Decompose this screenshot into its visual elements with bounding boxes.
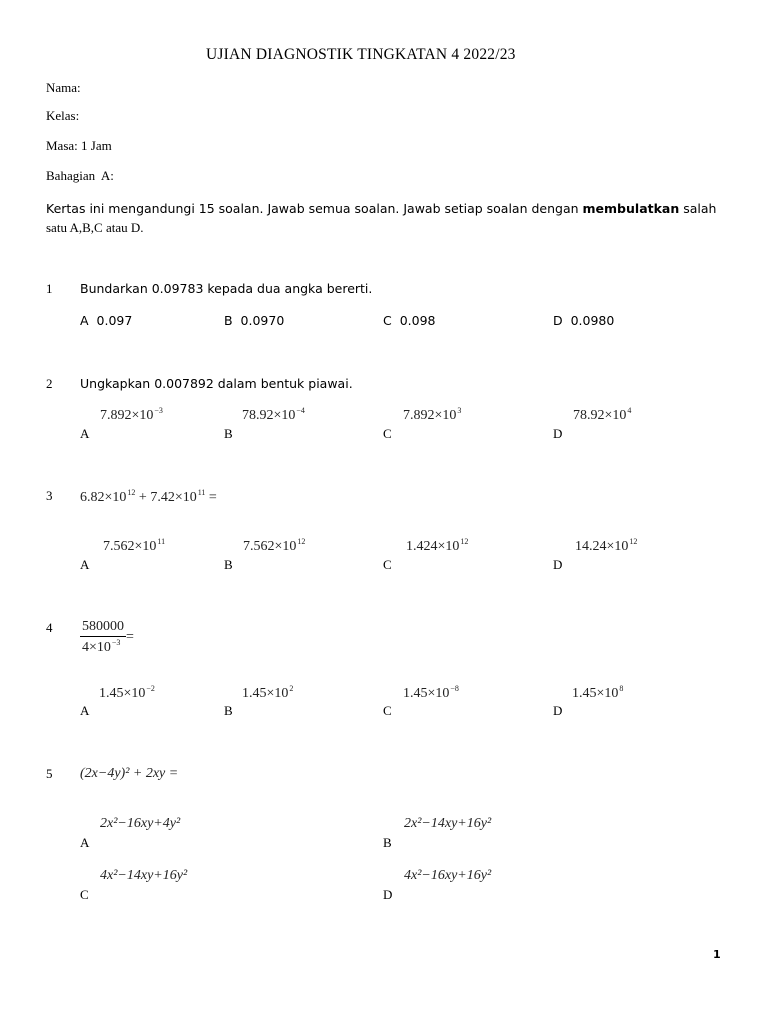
question-2-option-d[interactable]: D: [553, 426, 563, 441]
question-1-option-c[interactable]: [383, 313, 435, 328]
mantissa: 7.562: [243, 539, 275, 554]
question-4-option-c-expr: $1.45\times 10^{-8}$: [403, 684, 459, 701]
numerator: 580000: [80, 619, 126, 637]
question-1-number: 1: [46, 281, 53, 296]
exponent: 4: [627, 406, 632, 415]
question-5-option-b[interactable]: B: [383, 835, 392, 850]
exponent: 11: [197, 488, 206, 497]
exponent: −8: [450, 684, 459, 693]
mantissa: 7.892: [100, 408, 132, 423]
question-1-option-b[interactable]: [224, 313, 284, 328]
operator: +: [135, 490, 151, 505]
question-5-option-a[interactable]: A: [80, 835, 90, 850]
instructions: [46, 199, 716, 237]
question-3-option-a[interactable]: A: [80, 557, 90, 572]
exponent: 8: [619, 684, 624, 693]
mantissa: 78.92: [573, 408, 605, 423]
exponent: −2: [146, 684, 155, 693]
option-label: B: [224, 313, 233, 328]
question-5-option-c-expr: 4x²−14xy+16y²: [100, 868, 188, 883]
name-field-label: Nama:: [46, 80, 81, 95]
question-3-option-d-expr: $14.24\times 10^{12}$: [575, 537, 638, 554]
mantissa: 7.562: [103, 539, 135, 554]
mantissa: 1.424: [406, 539, 438, 554]
question-2-option-c-expr: $7.892\times 10^3$: [403, 406, 462, 423]
exponent: 12: [460, 537, 469, 546]
option-value: 0.097: [96, 313, 133, 328]
class-field-label: Kelas:: [46, 108, 80, 123]
question-5-option-c[interactable]: C: [80, 887, 89, 902]
question-3-option-c-expr: $1.424\times 10^{12}$: [406, 537, 469, 554]
exponent: 2: [289, 684, 294, 693]
time-field-label: Masa: 1 Jam: [46, 138, 112, 153]
term-1: 6.82: [80, 490, 105, 505]
question-5-option-a-expr: 2x²−16xy+4y²: [100, 816, 181, 831]
section-label: Bahagian A:: [46, 168, 114, 183]
option-label: D: [553, 313, 563, 328]
exponent: 12: [629, 537, 638, 546]
question-5-option-b-expr: 2x²−14xy+16y²: [404, 816, 492, 831]
question-2-option-b-expr: $78.92\times 10^{-4}$: [242, 406, 305, 423]
page-title: UJIAN DIAGNOSTIK TINGKATAN 4 2022/23: [206, 46, 516, 63]
fraction: [80, 619, 126, 656]
question-3-option-b-expr: $7.562\times 10^{12}$: [243, 537, 306, 554]
question-4-number: 4: [46, 620, 53, 635]
equals: =: [126, 629, 134, 645]
question-2-option-d-expr: $78.92\times 10^4$: [573, 406, 632, 423]
denominator: $4\times 10^{-3}$: [82, 638, 121, 655]
question-3-option-d[interactable]: D: [553, 557, 563, 572]
instructions-bold: membulatkan: [582, 201, 680, 216]
question-3-expression: $6.82\times 10^{12} + 7.42\times 10^{11}$ =: [80, 488, 217, 505]
mantissa: 14.24: [575, 539, 607, 554]
question-3-option-c[interactable]: C: [383, 557, 392, 572]
exponent: −4: [296, 406, 305, 415]
question-4-option-c[interactable]: C: [383, 703, 392, 718]
mantissa: 7.892: [403, 408, 435, 423]
question-4-option-a[interactable]: A: [80, 703, 90, 718]
question-1-text: Bundarkan 0.09783 kepada dua angka bererti.: [80, 281, 373, 296]
option-value: 0.0980: [570, 313, 615, 328]
exponent: 11: [157, 537, 166, 546]
question-4-option-a-expr: $1.45\times 10^{-2}$: [99, 684, 155, 701]
question-5-option-d[interactable]: D: [383, 887, 393, 902]
question-4-option-b[interactable]: B: [224, 703, 233, 718]
exponent: −3: [154, 406, 163, 415]
mantissa: 1.45: [242, 686, 267, 701]
option-value: 0.098: [399, 313, 436, 328]
exponent: 3: [457, 406, 462, 415]
question-2-option-b[interactable]: B: [224, 426, 233, 441]
question-4-expression: [80, 619, 134, 656]
mantissa: 1.45: [99, 686, 124, 701]
term-2: 7.42: [150, 490, 175, 505]
page-number: 1: [713, 948, 721, 961]
question-5-expression: (2x−4y)² + 2xy =: [80, 766, 179, 781]
instructions-text-end: salah: [679, 201, 717, 216]
exponent: 12: [297, 537, 306, 546]
mantissa: 78.92: [242, 408, 274, 423]
question-2-number: 2: [46, 376, 53, 391]
question-2-option-a-expr: $7.892\times 10^{-3}$: [100, 406, 163, 423]
exponent: 12: [127, 488, 136, 497]
den-mantissa: 4: [82, 640, 89, 655]
instructions-text: Kertas ini mengandungi 15 soalan. Jawab semua soalan. Jawab setiap soalan dengan: [46, 201, 583, 216]
question-1-option-d[interactable]: [553, 313, 614, 328]
question-3-option-a-expr: $7.562\times 10^{11}$: [103, 537, 166, 554]
question-5-number: 5: [46, 766, 53, 781]
mantissa: 1.45: [572, 686, 597, 701]
question-4-option-d-expr: $1.45\times 10^8$: [572, 684, 624, 701]
option-value: 0.0970: [240, 313, 285, 328]
question-2-text: Ungkapkan 0.007892 dalam bentuk piawai.: [80, 376, 353, 391]
question-2-option-c[interactable]: C: [383, 426, 392, 441]
question-4-option-b-expr: $1.45\times 10^2$: [242, 684, 294, 701]
question-4-option-d[interactable]: D: [553, 703, 563, 718]
mantissa: 1.45: [403, 686, 428, 701]
question-5-option-d-expr: 4x²−16xy+16y²: [404, 868, 492, 883]
question-1-option-a[interactable]: [80, 313, 132, 328]
equals: =: [205, 490, 217, 505]
option-label: A: [80, 313, 89, 328]
question-2-option-a[interactable]: A: [80, 426, 90, 441]
question-3-option-b[interactable]: B: [224, 557, 233, 572]
question-3-number: 3: [46, 488, 53, 503]
exponent: −3: [111, 638, 121, 647]
instructions-line-2: satu A,B,C atau D.: [46, 220, 144, 235]
option-label: C: [383, 313, 392, 328]
